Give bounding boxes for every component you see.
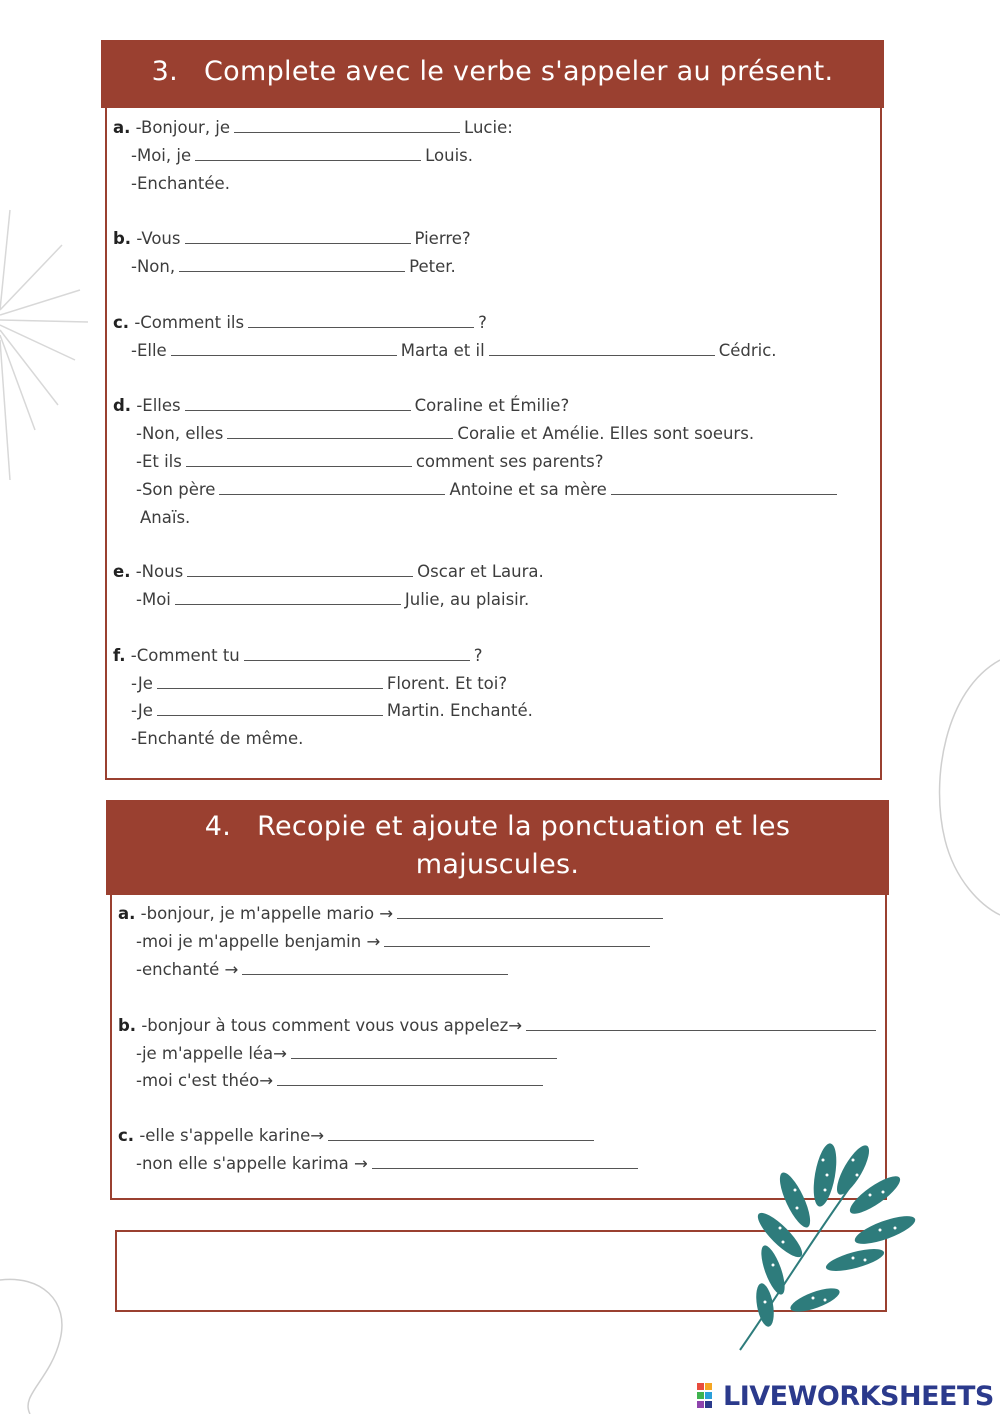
decorative-rays-left (0, 200, 90, 500)
s3-c-line2 (131, 341, 777, 361)
s3-d-line1 (113, 396, 569, 416)
answer-blank[interactable] (611, 480, 837, 495)
answer-blank[interactable] (175, 590, 401, 605)
prompt-text: -moi je m'appelle benjamin → (136, 932, 381, 951)
s3-b-line2 (131, 257, 456, 277)
liveworksheets-logo (697, 1380, 994, 1412)
prompt-text: -Moi, je (131, 146, 192, 165)
s3-f-line2 (131, 674, 507, 694)
answer-blank[interactable] (526, 1016, 876, 1031)
item-letter: b. (118, 1016, 137, 1035)
answer-blank[interactable] (185, 229, 411, 244)
s3-d-line5 (140, 508, 190, 528)
s3-f-line3 (131, 701, 533, 721)
answer-blank[interactable] (242, 960, 508, 975)
prompt-text: Julie, au plaisir. (404, 590, 530, 609)
prompt-text: -bonjour à tous comment vous vous appelez→ (141, 1016, 523, 1035)
answer-blank[interactable] (195, 146, 421, 161)
prompt-text: Coraline et Émilie? (414, 396, 570, 415)
prompt-text: -Je (131, 701, 153, 720)
s4-a-line3 (136, 960, 512, 980)
prompt-text: Oscar et Laura. (417, 562, 544, 581)
decorative-circle-right (925, 650, 1000, 920)
s3-f-line4 (131, 729, 303, 749)
prompt-text: -moi c'est théo→ (136, 1071, 274, 1090)
s4-c-line1 (118, 1126, 598, 1146)
prompt-text: -non elle s'appelle karima → (136, 1154, 368, 1173)
answer-blank[interactable] (397, 904, 663, 919)
s3-d-line2 (136, 424, 754, 444)
prompt-text: ? (473, 646, 483, 665)
answer-blank[interactable] (384, 932, 650, 947)
answer-blank[interactable] (489, 341, 715, 356)
prompt-text: -enchanté → (136, 960, 239, 979)
answer-blank[interactable] (291, 1044, 557, 1059)
s4-b-line2 (136, 1044, 561, 1064)
prompt-text: -Non, (131, 257, 176, 276)
answer-blank[interactable] (187, 562, 413, 577)
prompt-text: Antoine et sa mère (449, 480, 607, 499)
prompt-text: -Et ils (136, 452, 182, 471)
answer-blank[interactable] (171, 341, 397, 356)
answer-blank[interactable] (157, 674, 383, 689)
s4-b-line3 (136, 1071, 547, 1091)
s3-e-line2 (136, 590, 529, 610)
s3-a-line2 (131, 146, 473, 166)
prompt-text: -Je (131, 674, 153, 693)
prompt-text: Peter. (409, 257, 456, 276)
answer-blank[interactable] (248, 313, 474, 328)
prompt-text: -elle s'appelle karine→ (139, 1126, 325, 1145)
s3-a-line3 (131, 174, 230, 194)
item-letter: f. (113, 646, 126, 665)
prompt-text: Anaïs. (140, 508, 191, 527)
answer-blank[interactable] (234, 118, 460, 133)
s3-a-line1 (113, 118, 513, 138)
prompt-text: Coralie et Amélie. Elles sont soeurs. (457, 424, 755, 443)
brand-name: LIVEWORKSHEETS (723, 1380, 994, 1412)
prompt-text: Lucie: (464, 118, 513, 137)
item-letter: c. (118, 1126, 135, 1145)
s3-d-line4 (136, 480, 841, 500)
prompt-text: -Enchantée. (131, 174, 230, 193)
prompt-text: Marta et il (400, 341, 485, 360)
section3-title: Complete avec le verbe s'appeler au présent. (204, 56, 834, 87)
section4-title-line2: majuscules. (415, 849, 580, 880)
prompt-text: -bonjour, je m'appelle mario → (140, 904, 394, 923)
item-letter: a. (118, 904, 136, 923)
item-letter: a. (113, 118, 131, 137)
decorative-curve-bottom-left (0, 1270, 80, 1414)
item-letter: c. (113, 313, 130, 332)
prompt-text: -Elles (136, 396, 181, 415)
liveworksheets-icon (697, 1383, 721, 1409)
section3-header (101, 40, 884, 108)
answer-blank[interactable] (227, 424, 453, 439)
answer-blank[interactable] (185, 396, 411, 411)
prompt-text: -Elle (131, 341, 167, 360)
section4-header (106, 800, 889, 895)
prompt-text: Martin. Enchanté. (386, 701, 533, 720)
prompt-text: Florent. Et toi? (386, 674, 508, 693)
answer-blank[interactable] (219, 480, 445, 495)
section4-number: 4. (204, 811, 232, 842)
answer-blank[interactable] (186, 452, 412, 467)
leaf-branch-icon (735, 1140, 935, 1355)
answer-blank[interactable] (157, 701, 383, 716)
prompt-text: -Comment ils (134, 313, 245, 332)
s3-e-line1 (113, 562, 544, 582)
prompt-text: -Enchanté de même. (131, 729, 304, 748)
prompt-text: Pierre? (414, 229, 471, 248)
s3-f-line1 (113, 646, 483, 666)
answer-blank[interactable] (179, 257, 405, 272)
answer-blank[interactable] (277, 1071, 543, 1086)
prompt-text: -Nous (135, 562, 184, 581)
answer-blank[interactable] (328, 1126, 594, 1141)
s4-c-line2 (136, 1154, 642, 1174)
section3-number: 3. (151, 56, 178, 87)
s3-d-line3 (136, 452, 604, 472)
prompt-text: -Bonjour, je (135, 118, 231, 137)
prompt-text: -Moi (136, 590, 171, 609)
prompt-text: -Non, elles (136, 424, 224, 443)
prompt-text: -Comment tu (130, 646, 240, 665)
answer-blank[interactable] (244, 646, 470, 661)
s4-a-line1 (118, 904, 667, 924)
prompt-text: comment ses parents? (415, 452, 604, 471)
s3-c-line1 (113, 313, 487, 333)
prompt-text: ? (478, 313, 487, 332)
prompt-text: -je m'appelle léa→ (136, 1044, 287, 1063)
s4-a-line2 (136, 932, 654, 952)
item-letter: b. (113, 229, 132, 248)
prompt-text: -Vous (136, 229, 181, 248)
answer-blank[interactable] (372, 1154, 638, 1169)
prompt-text: -Son père (136, 480, 216, 499)
item-letter: d. (113, 396, 132, 415)
s3-b-line1 (113, 229, 471, 249)
section4-title-line1: Recopie et ajoute la ponctuation et les (257, 811, 791, 842)
item-letter: e. (113, 562, 131, 581)
prompt-text: Louis. (425, 146, 473, 165)
s4-b-line1 (118, 1016, 880, 1036)
prompt-text: Cédric. (718, 341, 777, 360)
